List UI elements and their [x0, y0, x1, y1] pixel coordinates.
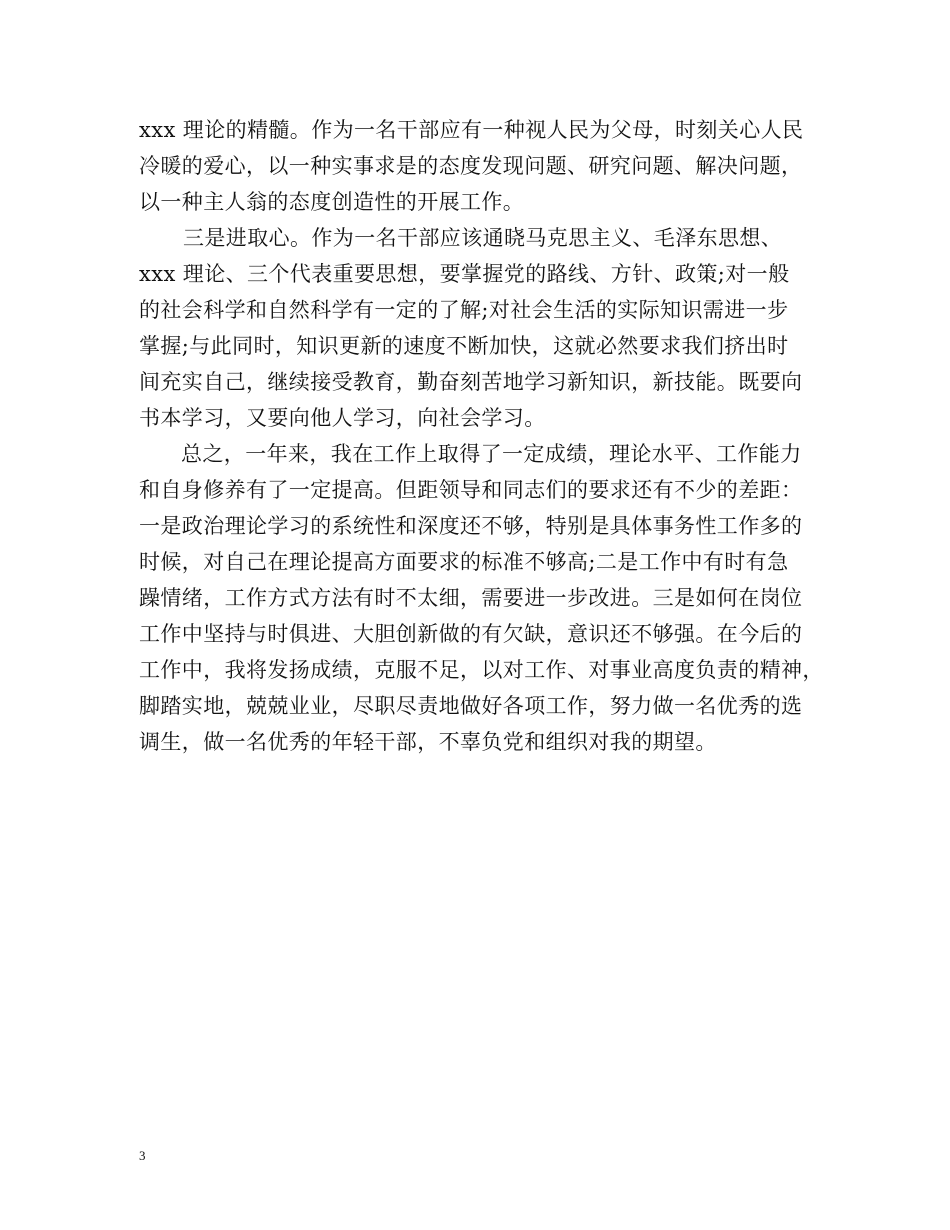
page-number: 3: [139, 1148, 146, 1163]
text-line: xxx 理论的精髓。作为一名干部应有一种视人民为父母，时刻关心人民: [139, 118, 804, 142]
text-line: 时候，对自己在理论提高方面要求的标准不够高;二是工作中有时有急: [139, 550, 789, 574]
text-line: 脚踏实地，兢兢业业，尽职尽责地做好各项工作，努力做一名优秀的选: [139, 694, 803, 718]
text-line: 冷暖的爱心，以一种实事求是的态度发现问题、研究问题、解决问题，: [139, 154, 803, 178]
text-line: 工作中，我将发扬成绩，克服不足，以对工作、对事业高度负责的精神，: [139, 658, 824, 682]
text-line: 工作中坚持与时俱进、大胆创新做的有欠缺，意识还不够强。在今后的: [139, 622, 803, 646]
paragraph-first-line: 三是进取心。作为一名干部应该通晓马克思主义、毛泽东思想、: [183, 226, 783, 250]
text-line: 一是政治理论学习的系统性和深度还不够，特别是具体事务性工作多的: [139, 514, 803, 538]
text-line: 间充实自己，继续接受教育，勤奋刻苦地学习新知识，新技能。既要向: [139, 370, 803, 394]
text-line: xxx 理论、三个代表重要思想，要掌握党的路线、方针、政策;对一般: [139, 262, 790, 286]
text-line: 以一种主人翁的态度创造性的开展工作。: [139, 190, 525, 214]
text-line: 和自身修养有了一定提高。但距领导和同志们的要求还有不少的差距：: [139, 478, 803, 502]
text-line: 的社会科学和自然科学有一定的了解;对社会生活的实际知识需进一步: [139, 298, 789, 322]
body-text: [139, 112, 829, 760]
paragraph-first-line: 总之，一年来，我在工作上取得了一定成绩，理论水平、工作能力: [181, 442, 802, 466]
text-line: 书本学习，又要向他人学习，向社会学习。: [139, 406, 546, 430]
text-line: 掌握;与此同时，知识更新的速度不断加快，这就必然要求我们挤出时: [139, 334, 789, 358]
text-line: 调生，做一名优秀的年轻干部，不辜负党和组织对我的期望。: [139, 730, 717, 754]
text-line: 躁情绪，工作方式方法有时不太细，需要进一步改进。三是如何在岗位: [139, 586, 803, 610]
